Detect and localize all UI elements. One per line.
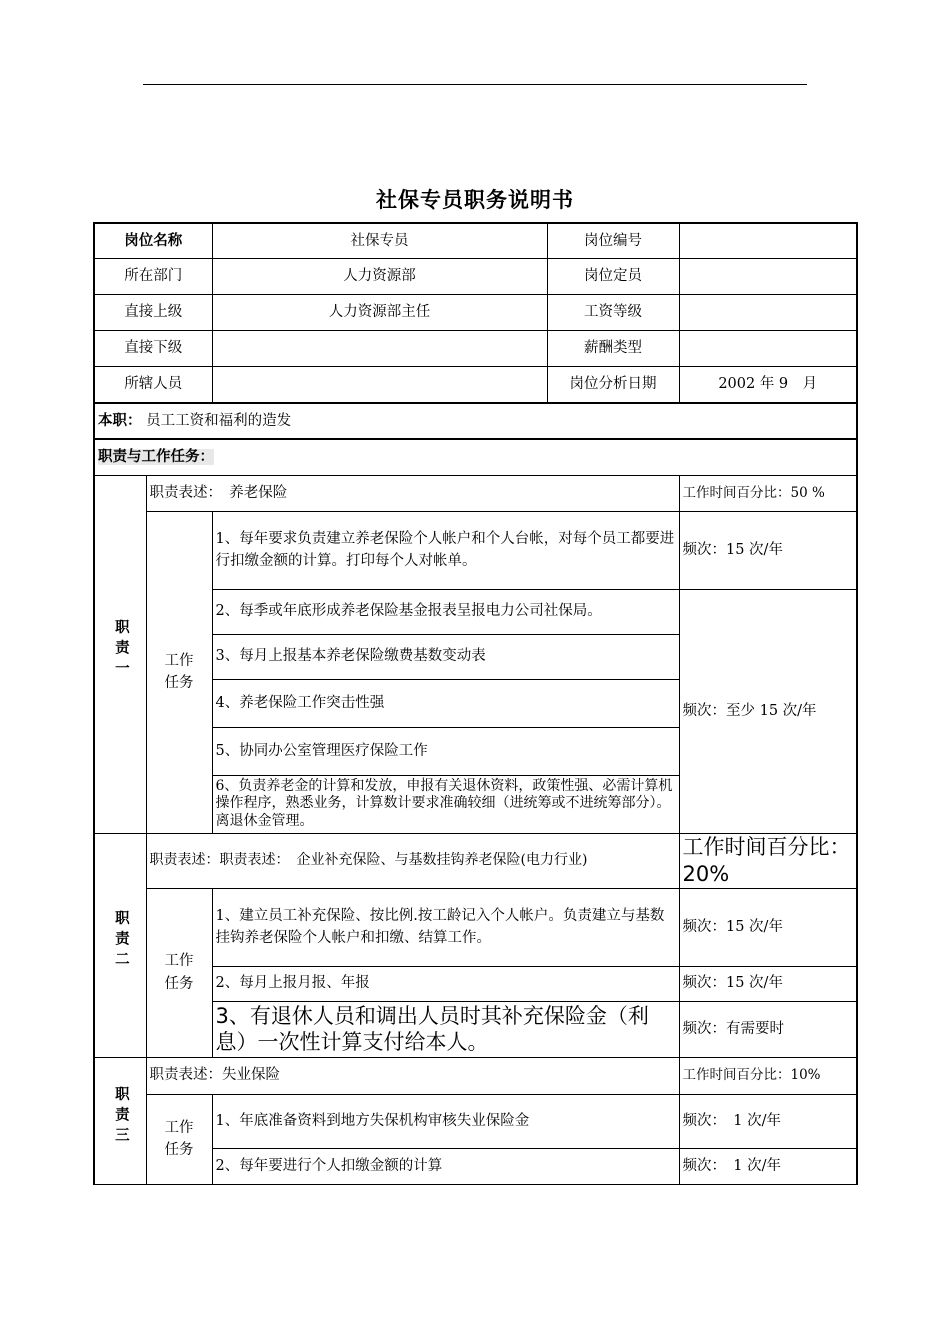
value-position-name: 社保专员 <box>212 223 547 258</box>
label-analysis-date: 岗位分析日期 <box>547 366 679 403</box>
duty3-percent: 工作时间百分比：10% <box>679 1057 857 1094</box>
main-duty-value: 员工工资和福利的造发 <box>146 412 292 429</box>
duty1-task-6: 6、负责养老金的计算和发放，申报有关退休资料，政策性强、必需计算机操作程序，熟悉业务，计算数计要求准确较细（进统筹或不进统筹部分）。离退休金管理。 <box>212 775 679 833</box>
header-rule <box>143 84 807 85</box>
duty2-freq-1: 频次：15 次/年 <box>679 888 857 966</box>
duty3-task-1: 1、年底准备资料到地方失保机构审核失业保险金 <box>212 1094 679 1148</box>
value-subordinate <box>212 330 547 366</box>
label-department: 所在部门 <box>94 258 212 294</box>
value-position-code <box>679 223 857 258</box>
label-position-code: 岗位编号 <box>547 223 679 258</box>
value-analysis-date: 2002 年 9 月 <box>679 366 857 403</box>
duty2-desc: 职责表述：职责表述： 企业补充保险、与基数挂钩养老保险(电力行业) <box>146 833 679 888</box>
duty3-freq-2: 频次： 1 次/年 <box>679 1148 857 1184</box>
value-supervisor: 人力资源部主任 <box>212 294 547 330</box>
duty1-task-1: 1、每年要求负责建立养老保险个人帐户和个人台帐，对每个员工都要进行扣缴金额的计算。打印每个人对帐单。 <box>212 511 679 589</box>
duty2-percent: 工作时间百分比：20% <box>679 833 857 888</box>
duty1-task-label: 工作任务 <box>146 511 212 833</box>
duty2-label: 职责二 <box>94 833 146 1057</box>
label-staff: 所辖人员 <box>94 366 212 403</box>
value-headcount <box>679 258 857 294</box>
value-staff <box>212 366 547 403</box>
duty2-task-label: 工作任务 <box>146 888 212 1057</box>
tasks-heading-row <box>94 439 857 475</box>
label-salary-grade: 工资等级 <box>547 294 679 330</box>
label-supervisor: 直接上级 <box>94 294 212 330</box>
page-title: 社保专员职务说明书 <box>376 188 574 212</box>
value-salary-grade <box>679 294 857 330</box>
main-duty-row <box>94 403 857 439</box>
main-duty-label: 本职： <box>98 412 142 429</box>
duty3-task-2: 2、每年要进行个人扣缴金额的计算 <box>212 1148 679 1184</box>
duty2-freq-2: 频次：15 次/年 <box>679 966 857 1001</box>
duty2-task-2: 2、每月上报月报、年报 <box>212 966 679 1001</box>
duty1-desc: 职责表述： 养老保险 <box>146 475 679 511</box>
duty3-task-label: 工作任务 <box>146 1094 212 1184</box>
duty2-task-3: 3、有退休人员和调出人员时其补充保险金（利息）一次性计算支付给本人。 <box>212 1001 679 1057</box>
duty1-freq-2: 频次：至少 15 次/年 <box>679 589 857 833</box>
label-headcount: 岗位定员 <box>547 258 679 294</box>
label-position-name: 岗位名称 <box>94 223 212 258</box>
value-department: 人力资源部 <box>212 258 547 294</box>
label-pay-type: 薪酬类型 <box>547 330 679 366</box>
duty1-label: 职责一 <box>94 475 146 833</box>
duty1-task-3: 3、每月上报基本养老保险缴费基数变动表 <box>212 634 679 679</box>
duty1-task-5: 5、协同办公室管理医疗保险工作 <box>212 727 679 775</box>
tasks-heading: 职责与工作任务： <box>98 449 214 466</box>
duty1-percent: 工作时间百分比：50 % <box>679 475 857 511</box>
duty3-label: 职责三 <box>94 1057 146 1184</box>
duty1-freq-1: 频次：15 次/年 <box>679 511 857 589</box>
duty1-task-2: 2、每季或年底形成养老保险基金报表呈报电力公司社保局。 <box>212 589 679 634</box>
duty3-freq-1: 频次： 1 次/年 <box>679 1094 857 1148</box>
job-description-table <box>93 222 858 1185</box>
duty3-desc: 职责表述：失业保险 <box>146 1057 679 1094</box>
label-subordinate: 直接下级 <box>94 330 212 366</box>
value-pay-type <box>679 330 857 366</box>
duty2-task-1: 1、建立员工补充保险、按比例.按工龄记入个人帐户。负责建立与基数挂钩养老保险个人帐户和扣缴、结算工作。 <box>212 888 679 966</box>
duty1-task-4: 4、养老保险工作突击性强 <box>212 679 679 727</box>
duty2-freq-3: 频次：有需要时 <box>679 1001 857 1057</box>
